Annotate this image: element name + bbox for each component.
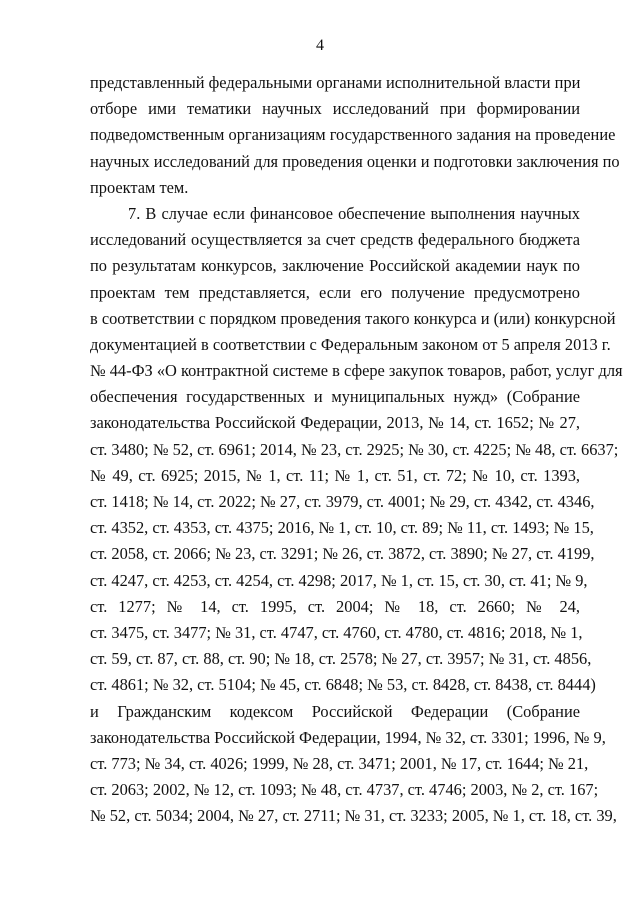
page-number: 4	[316, 37, 324, 54]
text-line: ст. 3475, ст. 3477; № 31, ст. 4747, ст. 4760, ст. 4780, ст. 4816; 2018, № 1,	[90, 622, 583, 642]
text-line: № 44-ФЗ «О контрактной системе в сфере закупок товаров, работ, услуг для	[90, 361, 623, 381]
text-line: проектам тем.	[90, 177, 189, 197]
text-line: проектам тем представляется, если его получение предусмотрено	[90, 282, 580, 302]
text-line: ст. 773; № 34, ст. 4026; 1999, № 28, ст. 3471; 2001, № 17, ст. 1644; № 21,	[90, 753, 589, 773]
text-line: ст. 1277; № 14, ст. 1995, ст. 2004; № 18, ст. 2660; № 24,	[90, 596, 580, 616]
text-line: ст. 4247, ст. 4253, ст. 4254, ст. 4298; 2017, № 1, ст. 15, ст. 30, ст. 41; № 9,	[90, 570, 588, 590]
text-line: и Гражданским кодексом Российской Федерации (Собрание	[90, 701, 580, 721]
text-line: законодательства Российской Федерации, 2013, № 14, ст. 1652; № 27,	[90, 413, 580, 433]
text-line: в соответствии с порядком проведения такого конкурса и (или) конкурсной	[90, 308, 616, 328]
text-line: представленный федеральными органами исполнительной власти при	[90, 73, 581, 92]
text-line: ст. 1418; № 14, ст. 2022; № 27, ст. 3979, ст. 4001; № 29, ст. 4342, ст. 4346,	[90, 492, 595, 511]
paragraph-continuation	[90, 70, 620, 201]
text-line: исследований осуществляется за счет средств федерального бюджета	[90, 230, 580, 250]
text-line: № 52, ст. 5034; 2004, № 27, ст. 2711; № 31, ст. 3233; 2005, № 1, ст. 18, ст. 39,	[90, 806, 617, 826]
text-line: ст. 2058, ст. 2066; № 23, ст. 3291; № 26, ст. 3872, ст. 3890; № 27, ст. 4199,	[90, 544, 595, 564]
text-line: обеспечения государственных и муниципальных нужд» (Собрание	[90, 387, 580, 407]
text-line: законодательства Российской Федерации, 1994, № 32, ст. 3301; 1996, № 9,	[90, 727, 606, 747]
document-body	[90, 70, 623, 829]
paragraph-item-7	[90, 201, 623, 830]
text-line: документацией в соответствии с Федеральным законом от 5 апреля 2013 г.	[90, 334, 611, 354]
text-line: подведомственным организациям государственного задания на проведение	[90, 125, 616, 145]
text-line: ст. 4861; № 32, ст. 5104; № 45, ст. 6848; № 53, ст. 8428, ст. 8438, ст. 8444)	[90, 675, 596, 695]
text-line: отборе ими тематики научных исследований при формировании	[90, 99, 580, 119]
text-line: ст. 3480; № 52, ст. 6961; 2014, № 23, ст. 2925; № 30, ст. 4225; № 48, ст. 6637;	[90, 439, 619, 459]
text-line: ст. 59, ст. 87, ст. 88, ст. 90; № 18, ст. 2578; № 27, ст. 3957; № 31, ст. 4856,	[90, 649, 592, 669]
text-line: по результатам конкурсов, заключение Российской академии наук по	[90, 256, 580, 276]
text-line: научных исследований для проведения оценки и подготовки заключения по	[90, 151, 620, 171]
text-line: № 49, ст. 6925; 2015, № 1, ст. 11; № 1, ст. 51, ст. 72; № 10, ст. 1393,	[90, 465, 580, 485]
text-line: ст. 2063; 2002, № 12, ст. 1093; № 48, ст. 4737, ст. 4746; 2003, № 2, ст. 167;	[90, 780, 599, 800]
text-line: ст. 4352, ст. 4353, ст. 4375; 2016, № 1, ст. 10, ст. 89; № 11, ст. 1493; № 15,	[90, 518, 594, 538]
text-line: 7. В случае если финансовое обеспечение выполнения научных	[128, 203, 580, 223]
